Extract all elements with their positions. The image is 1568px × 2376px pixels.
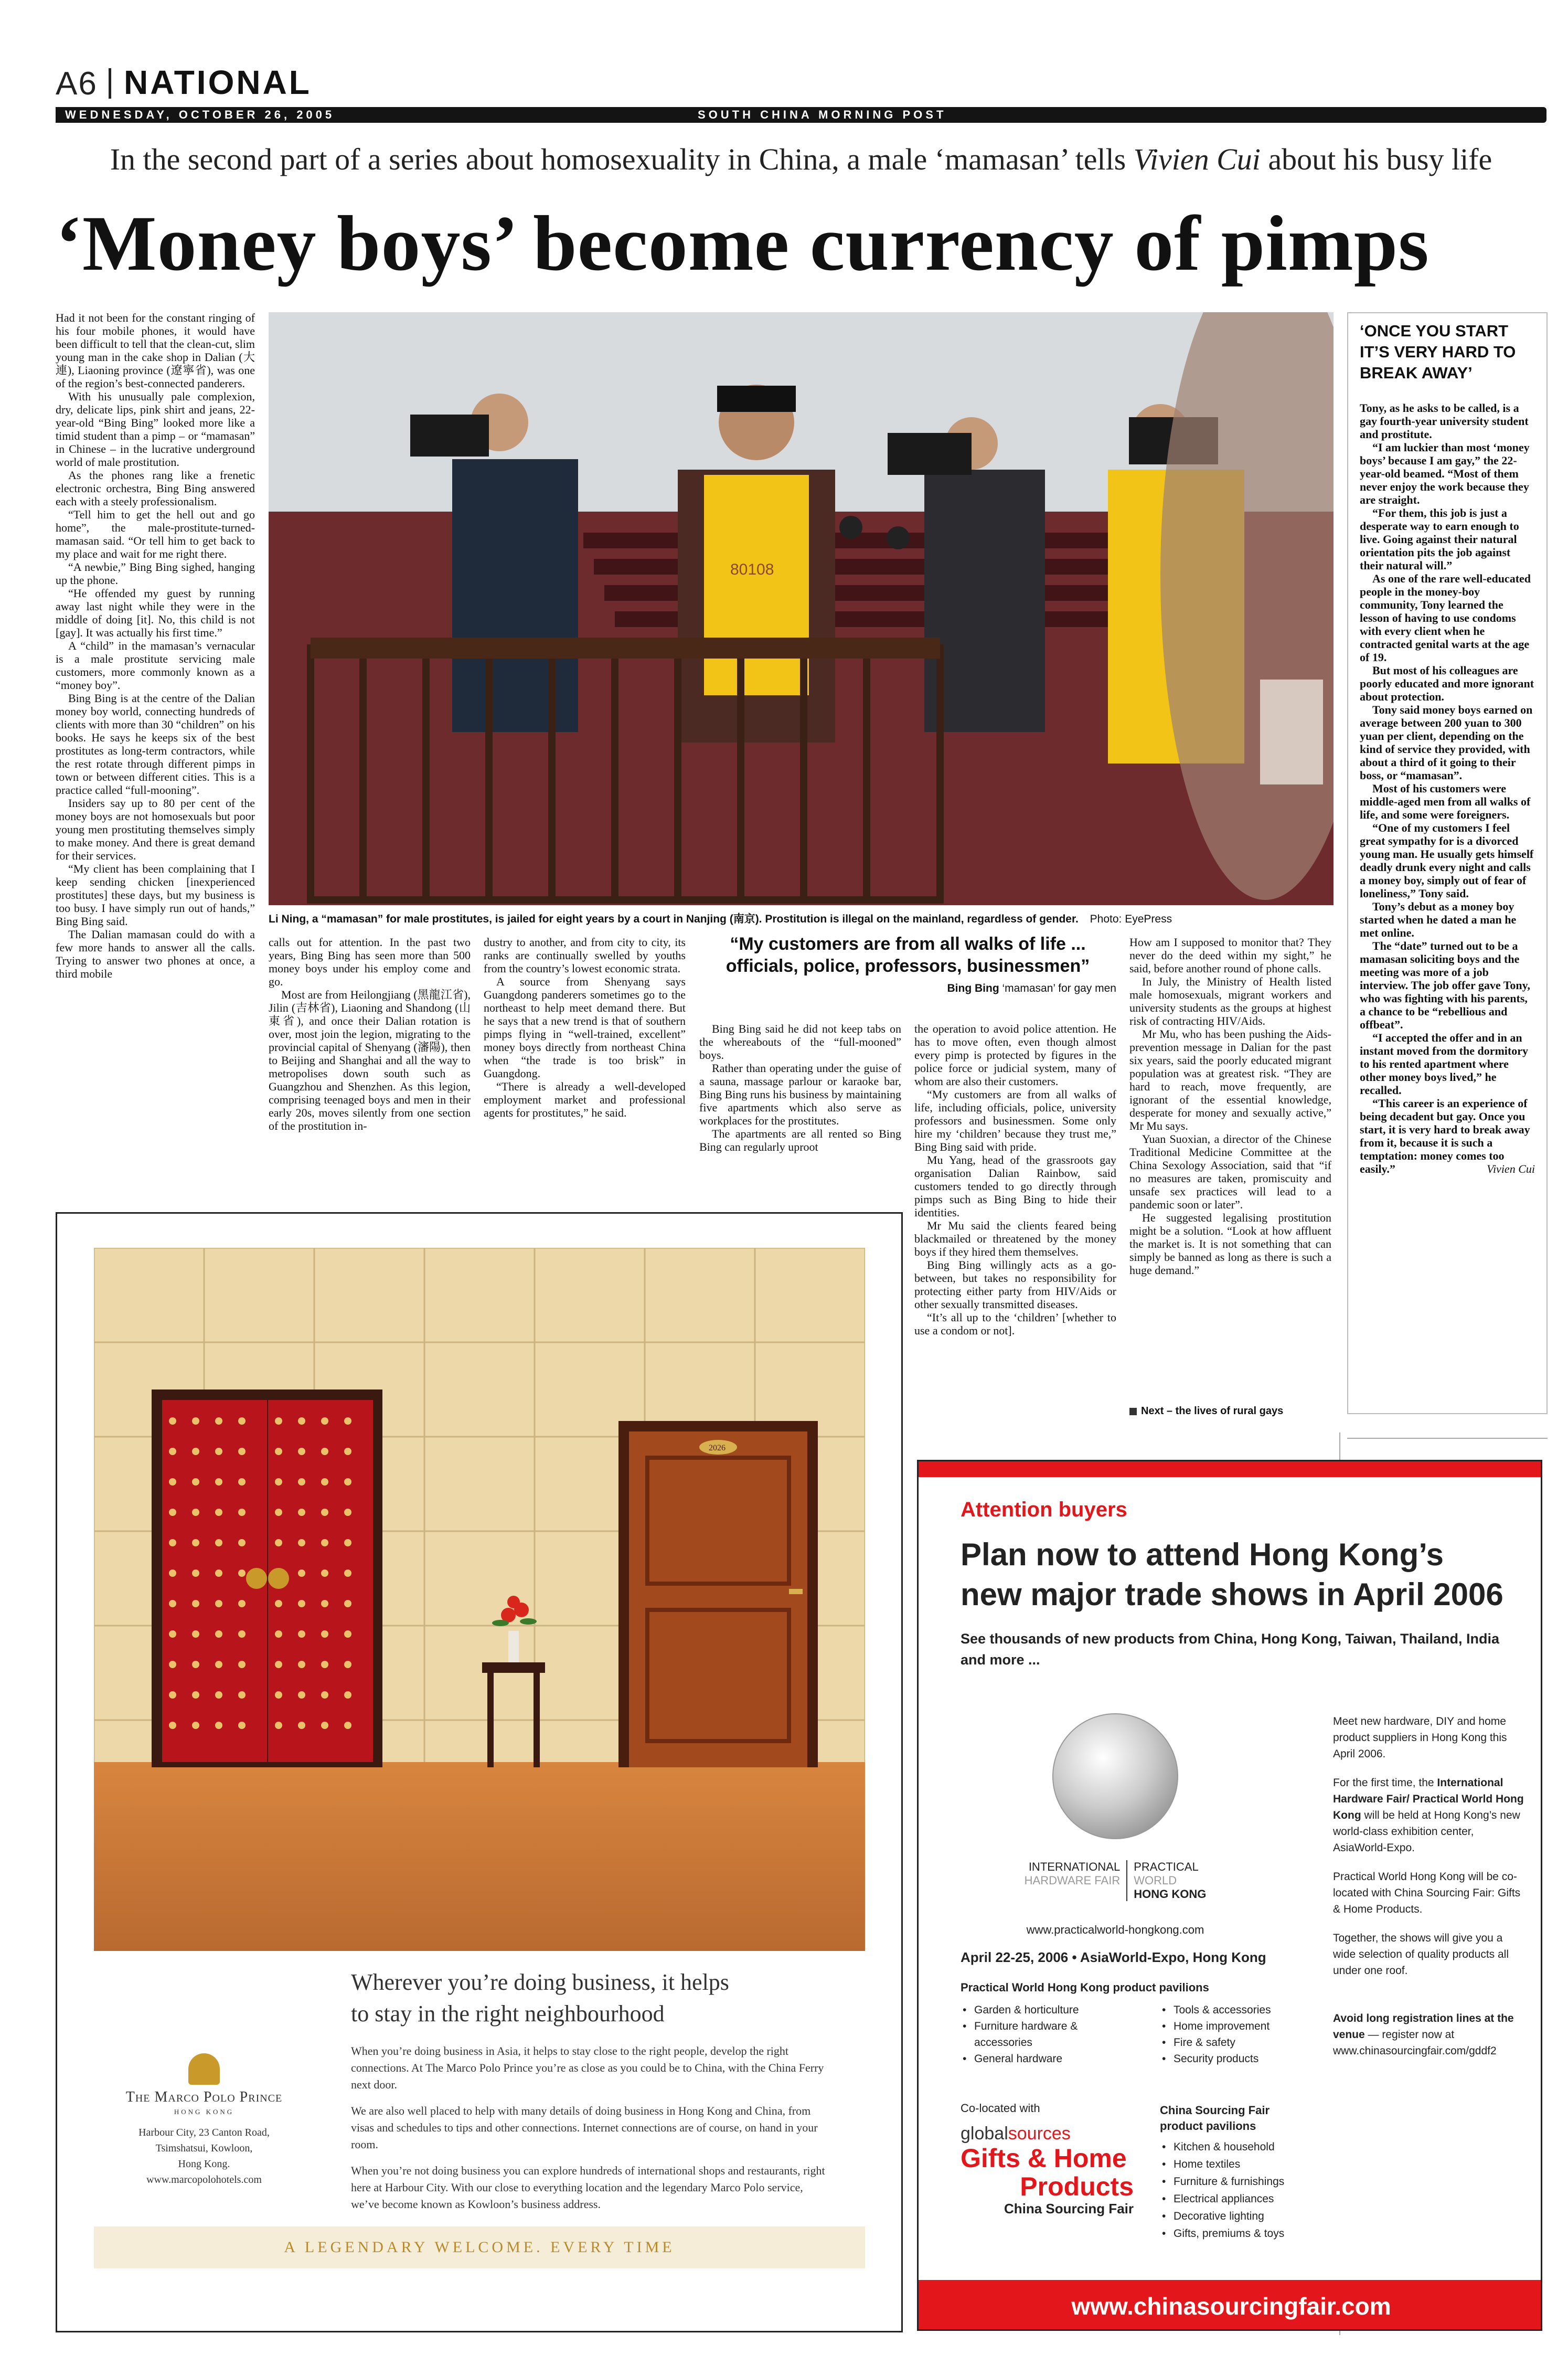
paragraph: Mr Mu said the clients feared being blackmailed or threatened by the money boys if they hired them themselves. — [914, 1219, 1116, 1258]
paragraph: “Tell him to get the hell out and go home”, the male-prostitute-turned-mamasan said. “Or tell him to get back to my place and wait for me right there. — [56, 508, 255, 560]
address-line: Harbour City, 23 Canton Road, — [138, 2127, 270, 2138]
trade-ad-footer-url[interactable]: www.chinasourcingfair.com — [1071, 2293, 1391, 2320]
hotel-logo — [94, 2053, 314, 2188]
next-teaser — [1129, 1405, 1283, 1417]
article-column-4 — [699, 1022, 901, 1153]
paragraph: With his unusually pale complexion, dry, delicate lips, pink shirt and jeans, 22-year-old “Bing Bing” looked more like a timid student than a pimp – or “mamasan” in Chinese – in the lucrative underground world of male prostitution. — [56, 390, 255, 469]
hotel-logo-name: The Marco Polo Prince — [125, 2089, 283, 2105]
trade-ad-globe-icon — [1052, 1713, 1178, 1839]
paragraph: “It’s all up to the ‘children’ [whether to use a condom or not]. — [914, 1311, 1116, 1337]
list-item: • General hardware — [961, 2051, 1134, 2067]
trade-ad-footer-bar — [919, 2280, 1542, 2331]
paragraph: “This career is an experience of being decadent but gay. Once you start, it is very hard to break away from it, because it is such a temptation: money comes too easily.” — [1360, 1097, 1530, 1175]
paragraph: Bing Bing said he did not keep tabs on the whereabouts of the “full-mooned” boys. — [699, 1022, 901, 1062]
sidebar-body — [1360, 401, 1535, 1175]
trade-ad-pavilions-right — [1160, 2002, 1317, 2067]
list-item: • Decorative lighting — [1160, 2208, 1317, 2225]
list-item: • Furniture hardware & accessories — [961, 2018, 1134, 2051]
paragraph: Tony, as he asks to be called, is a gay fourth-year university student and prostitute. — [1360, 401, 1529, 441]
hotel-ad-copy — [351, 2043, 834, 2213]
next-square-icon — [1129, 1408, 1137, 1415]
list-item: • Security products — [1160, 2051, 1317, 2067]
address-line: Hong Kong. — [178, 2158, 230, 2170]
hotel-ad-tagline: A LEGENDARY WELCOME. EVERY TIME — [284, 2239, 675, 2256]
photo-caption-text: Li Ning, a “mamasan” for male prostitutes, is jailed for eight years by a court in Nanjing (南京). Prostitution is illegal on the mainland, regardless of gender. — [269, 913, 1079, 925]
hotel-ad-tagline-bar — [94, 2226, 865, 2268]
gs-global: global — [961, 2124, 1008, 2144]
logo-hardware-fair: HARDWARE FAIR — [1024, 1874, 1121, 1887]
trade-ad-dates: April 22-25, 2006 • AsiaWorld-Expo, Hong Kong — [961, 1949, 1266, 1965]
list-item: • Garden & horticulture — [961, 2002, 1134, 2018]
page-number: A6 — [56, 66, 98, 102]
hotel-ad-para1: When you’re doing business in Asia, it helps to stay close to the right people, develop the right connections. At The Marco Polo Prince you’re as close as you could be to China, with the China Ferry next door. — [351, 2044, 824, 2091]
list-item: • Electrical appliances — [1160, 2190, 1317, 2208]
paragraph: How am I supposed to monitor that? They never do the deed within my sight,” he said, before another round of phone calls. — [1129, 936, 1331, 975]
trade-ad — [917, 1460, 1542, 2331]
hotel-address — [94, 2125, 314, 2188]
section-name: NATIONAL — [124, 63, 312, 101]
paragraph: The apartments are all rented so Bing Bing can regularly uproot — [699, 1127, 901, 1153]
list-item: • Gifts, premiums & toys — [1160, 2225, 1317, 2242]
paragraph: He suggested legalising prostitution might be a solution. “Look at how affluent the market is. It is not something that can simply be banned as long as there is such a huge demand.” — [1129, 1211, 1331, 1277]
paragraph: The “date” turned out to be a mamasan soliciting boys and the meeting was more of a job interview. The job offer gave Tony, who was fighting with his parents, a chance to be “rebellious and offbeat”. — [1360, 939, 1530, 1031]
hotel-ad-heading — [351, 1967, 876, 2030]
trade-ad-headline-line1: Plan now to attend Hong Kong’s — [961, 1537, 1444, 1572]
paragraph: “There is already a well-developed employment market and professional agents for prostitutes,” he said. — [484, 1080, 686, 1119]
trade-ad-register-url[interactable]: www.chinasourcingfair.com/gddf2 — [1333, 2045, 1497, 2057]
gs-products: Products — [1020, 2172, 1134, 2201]
paragraph: “My client has been complaining that I keep sending chicken [inexperienced prostitutes] these days, but my business is too busy. I have simply run out of hands,” Bing Bing said. — [56, 862, 255, 928]
trade-ad-attention: Attention buyers — [961, 1498, 1127, 1521]
paragraph: As the phones rang like a frenetic electronic orchestra, Bing Bing answered each with a steely professionalism. — [56, 469, 255, 508]
standfirst — [56, 142, 1546, 177]
list-item: • Kitchen & household — [1160, 2138, 1317, 2156]
paragraph: But most of his colleagues are poorly educated and more ignorant about protection. — [1360, 664, 1534, 703]
address-line: Tsimshatsui, Kowloon, — [155, 2142, 253, 2154]
sidebar-bottom-rule — [1347, 1438, 1548, 1439]
photo-credit: Photo: EyePress — [1090, 913, 1172, 925]
trade-ad-right-p4: Together, the shows will give you a wide selection of quality products all under one roof. — [1333, 1932, 1509, 1977]
photo-caption — [269, 910, 1334, 926]
list-item: • Furniture & furnishings — [1160, 2173, 1317, 2190]
trade-ad-headline — [961, 1535, 1503, 1615]
paragraph: Yuan Suoxian, a director of the Chinese Traditional Medicine Committee at the China Sexology Association, said that “if no measures are taken, promiscuity and unsafe sex practices will lead to a pandemic soon or later”. — [1129, 1132, 1331, 1211]
list-item: • Fire & safety — [1160, 2034, 1317, 2051]
trade-ad-pavilions-title: Practical World Hong Kong product pavilions — [961, 1981, 1209, 1994]
article-column-2 — [269, 936, 471, 1132]
paragraph: Most are from Heilongjiang (黑龍江省), Jilin (吉林省), Liaoning and Shandong (山東省), and once their Dalian rotation is over, most join the legion, migrating to the provincial capital of Shenyang (瀋陽), then to Beijing and Shanghai and all the way to metropolises down south such as Guangzhou and Shenzhen. As this legion, comprising teenaged boys and men in their early 20s, moves silently from one section of the prostitution in- — [269, 988, 471, 1132]
hotel-ad — [56, 1212, 903, 2332]
trade-ad-colocated: Co-located with — [961, 2102, 1040, 2115]
court-photo — [269, 312, 1334, 905]
hotel-logo-emblem-icon — [188, 2053, 220, 2085]
door-number: 2026 — [709, 1444, 726, 1452]
trade-ad-headline-line2: new major trade shows in April 2006 — [961, 1577, 1503, 1612]
next-teaser-text: Next – the lives of rural gays — [1141, 1405, 1284, 1417]
trade-ad-pavilions-left — [961, 2002, 1134, 2067]
paragraph: the operation to avoid police attention. He has to move often, even though almost every pimp is protected by figures in the police force or judicial system, many of whom are also their customers. — [914, 1022, 1116, 1088]
hotel-ad-para3: When you’re not doing business you can explore hundreds of international shops and restaurants, right here at Harbour City. With our close to everything location and the legendary Marco Polo service, we’ve become known as Kowloon’s business address. — [351, 2164, 825, 2211]
pull-quote — [699, 933, 1116, 995]
article-column-5 — [914, 1022, 1116, 1337]
trade-ad-right-p1: Meet new hardware, DIY and home product suppliers in Hong Kong this April 2006. — [1333, 1715, 1507, 1760]
pull-quote-name: Bing Bing — [947, 982, 999, 994]
list-item: • Home textiles — [1160, 2156, 1317, 2173]
logo-world: WORLD — [1134, 1874, 1177, 1887]
trade-ad-register: Avoid long registration lines at the venue — register now at — [1333, 2012, 1514, 2041]
paragraph: Most of his customers were middle-aged men from all walks of life, and some were foreigners. — [1360, 782, 1531, 821]
paragraph: calls out for attention. In the past two years, Bing Bing has seen more than 500 money boys under his employ come and go. — [269, 936, 471, 988]
paragraph: A “child” in the mamasan’s vernacular is a male prostitute servicing male customers, more commonly known as a “money boy”. — [56, 639, 255, 692]
dateline-paper: SOUTH CHINA MORNING POST — [698, 108, 947, 121]
paragraph: “I accepted the offer and in an instant moved from the dormitory to his rented apartment where other money boys lived,” he recalled. — [1360, 1031, 1528, 1097]
trade-ad-subhead: See thousands of new products from China, Hong Kong, Taiwan, Thailand, India and more ... — [961, 1631, 1500, 1668]
list-item: • Home improvement — [1160, 2018, 1317, 2034]
article-column-1 — [56, 311, 255, 1130]
paragraph: “He offended my guest by running away last night while they were in the middle of doing [it]. No, this child is not [gay]. It was actually his first time.” — [56, 587, 255, 639]
pull-quote-attribution — [699, 982, 1116, 995]
hotel-ad-scene — [94, 1248, 865, 1951]
paragraph: Tony said money boys earned on average between 200 yuan to 300 yuan per client, depending on the kind of service they provided, with about a third of it going to their boss, or “mamasan”. — [1360, 703, 1533, 782]
trade-ad-fair-url[interactable]: www.practicalworld-hongkong.com — [1026, 1923, 1204, 1936]
paragraph: “A newbie,” Bing Bing sighed, hanging up the phone. — [56, 560, 255, 587]
paragraph: Insiders say up to 80 per cent of the money boys are not homosexuals but poor young men prostituting themselves simply to make money. And there is great demand for their services. — [56, 797, 255, 862]
paragraph: Tony’s debut as a money boy started when he dated a man he met online. — [1360, 900, 1517, 939]
header-divider — [109, 68, 111, 99]
csf-pavilions-list — [1160, 2138, 1317, 2242]
paragraph: “For them, this job is just a desperate way to earn enough to live. Going against their natural orientation pits the job against their natural will.” — [1360, 506, 1519, 572]
article-column-6 — [1129, 936, 1331, 1277]
address-line: www.marcopolohotels.com — [146, 2174, 262, 2186]
hotel-ad-para2: We are also well placed to help with many details of doing business in Hong Kong and China, from visas and schedules to tips and other connections. Internet connections are of course, on hand in your room. — [351, 2104, 818, 2151]
paragraph: In July, the Ministry of Health listed male homosexuals, migrant workers and university students as the groups at highest risk of contracting HIV/Aids. — [1129, 975, 1331, 1027]
paragraph: Had it not been for the constant ringing of his four mobile phones, it would have been difficult to tell that the clean-cut, slim young man in the cake shop in Dalian (大連), Liaoning province (遼寧省), was one of the region’s best-connected panderers. — [56, 311, 255, 390]
trade-ad-top-bar — [919, 1461, 1542, 1477]
paragraph: The Dalian mamasan could do with a few more hands to answer all the calls. Trying to answer two phones at once, a third mobile — [56, 928, 255, 980]
global-sources-logo — [961, 2124, 1134, 2217]
csf-pavilions-title: China Sourcing Fair product pavilions — [1160, 2104, 1270, 2133]
paragraph: A source from Shenyang says Guangdong panderers sometimes go to the northeast to help meet demand there. But he says that a new trend is that of southern pimps flying in “well-trained, excellent” money boys directly from northeast China when “the trade is too brisk” in Guangdong. — [484, 975, 686, 1080]
paragraph: “One of my customers I feel great sympathy for is a divorced young man. He usually gets himself deadly drunk every night and calls a money boy, simply out of fear of loneliness,” Tony said. — [1360, 821, 1534, 900]
standfirst-author: Vivien Cui — [1133, 142, 1261, 176]
paragraph: Mu Yang, head of the grassroots gay organisation Dalian Rainbow, said customers tended to go directly through pimps such as Bing Bing to hide their identities. — [914, 1153, 1116, 1219]
paragraph: Mr Mu, who has been pushing the Aids-prevention message in Dalian for the past six years, said the poorly educated migrant population was at greatest risk. “They are hard to reach, move frequently, are ignorant of the essential knowledge, desperate for money and sexually active,” Mr Mu says. — [1129, 1027, 1331, 1132]
trade-ad-right-copy — [1333, 1713, 1527, 2059]
sidebar-byline: Vivien Cui — [1487, 1162, 1535, 1175]
hotel-ad-heading-line1: Wherever you’re doing business, it helps — [351, 1969, 729, 1995]
sidebar-title: ‘ONCE YOU START IT’S VERY HARD TO BREAK AWAY’ — [1360, 322, 1516, 382]
logo-international: INTERNATIONAL — [1028, 1860, 1121, 1873]
hotel-ad-doors-illustration — [94, 1248, 865, 1951]
pull-quote-text: “My customers are from all walks of life ... officials, police, professors, businessmen” — [726, 934, 1090, 976]
gs-gifts-home: Gifts & Home — [961, 2144, 1127, 2173]
gs-csf: China Sourcing Fair — [1004, 2201, 1134, 2216]
gs-sources: sources — [1008, 2124, 1071, 2144]
standfirst-tail: about his busy life — [1260, 142, 1492, 176]
logo-practical: PRACTICAL — [1134, 1860, 1199, 1873]
paragraph: Bing Bing willingly acts as a go-between, but takes no responsibility for protecting either party from HIV/Aids or other sexually transmitted diseases. — [914, 1258, 1116, 1311]
list-item: • Tools & accessories — [1160, 2002, 1317, 2018]
pull-quote-role: ‘mamasan’ for gay men — [1002, 982, 1116, 994]
article-column-3 — [484, 936, 686, 1119]
hotel-logo-sub: HONG KONG — [174, 2108, 234, 2116]
paragraph: As one of the rare well-educated people in the money-boy community, Tony learned the lesson of having to use condoms with every client when he contracted genital warts at the age of 19. — [1360, 572, 1531, 664]
paragraph: dustry to another, and from city to city, its ranks are continually swelled by youths from the country’s lowest economic strata. — [484, 936, 686, 975]
paragraph: “My customers are from all walks of life, including officials, police, university professors and businessmen. Some only hire my ‘children’ because they trust me,” Bing Bing said with pride. — [914, 1088, 1116, 1153]
standfirst-text: In the second part of a series about homosexuality in China, a male ‘mamasan’ tells — [110, 142, 1134, 176]
headline: ‘Money boys’ become currency of pimps — [56, 200, 1430, 287]
sidebar-box — [1347, 312, 1548, 1414]
court-photo-illustration — [269, 312, 1334, 905]
hotel-ad-heading-line2: to stay in the right neighbourhood — [351, 2001, 665, 2027]
dateline-date: WEDNESDAY, OCTOBER 26, 2005 — [65, 108, 335, 121]
logo-hong-kong: HONG KONG — [1134, 1887, 1207, 1901]
paragraph: Rather than operating under the guise of a sauna, massage parlour or karaoke bar, Bing Bing runs his business by maintaining five apartments which also serve as workplaces for the prostitutes. — [699, 1062, 901, 1127]
svg-text:80108: 80108 — [730, 561, 774, 578]
paragraph: Bing Bing is at the centre of the Dalian money boy world, connecting hundreds of clients with more than 30 “children” on his books. He says he keeps six of the best prostitutes as long-term contractors, while the rest rotate through different pimps in town or between different cities. This is a practice called “full-mooning”. — [56, 692, 255, 797]
paragraph: “I am luckier than most ‘money boys’ because I am gay,” the 22-year-old beamed. “Most of them never enjoy the work because they are straight. — [1360, 441, 1530, 506]
trade-ad-fair-logo — [1002, 1860, 1228, 1901]
trade-ad-right-p2: For the first time, the International Hardware Fair/ Practical World Hong Kong will be held at Hong Kong’s new world-class exhibition center, AsiaWorld-Expo. — [1333, 1777, 1524, 1854]
trade-ad-right-p3: Practical World Hong Kong will be co-located with China Sourcing Fair: Gifts & Home Products. — [1333, 1871, 1521, 1915]
